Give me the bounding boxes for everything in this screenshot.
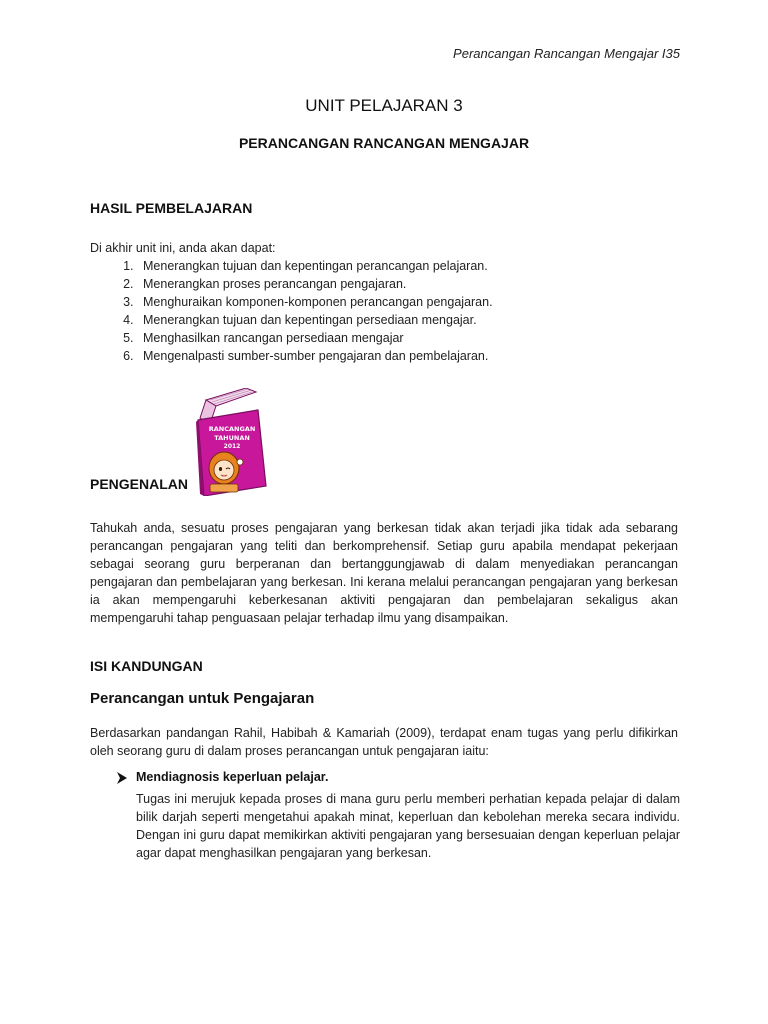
- list-item: 4. Menerangkan tujuan dan kepentingan persediaan mengajar.: [137, 311, 697, 329]
- arrow-bullet-icon: [116, 771, 128, 785]
- learning-outcomes-intro: Di akhir unit ini, anda akan dapat:: [90, 241, 276, 255]
- content-heading: ISI KANDUNGAN: [90, 658, 203, 674]
- introduction-body: Tahukah anda, sesuatu proses pengajaran yang berkesan tidak akan terjadi jika tidak ada sebarang perancangan pengajaran yang teliti dan berkomprehensif. Setiap guru apabila mendapat pekerjaan sebagai seorang guru berperanan dan bertanggungjawab di dalam menyediakan perancangan pengajaran dan pembelajaran yang berkesan. Ini kerana melalui perancangan pengajaran yang berkesan ia akan mempengaruhi keberkesanan aktiviti pengajaran dan pembelajaran sekaligus akan mempengaruhi tahap penguasaan pelajar terhadap ilmu yang disampaikan.: [90, 521, 678, 625]
- book-illustration-icon: [196, 388, 268, 496]
- book-cover: [198, 410, 266, 496]
- list-item: 2. Menerangkan proses perancangan pengajaran.: [137, 275, 697, 293]
- list-item: 3. Menghuraikan komponen-komponen perancangan pengajaran.: [137, 293, 697, 311]
- learning-outcomes-list: [90, 257, 697, 365]
- book-cover-line2: TAHUNAN: [214, 434, 250, 442]
- content-intro: Berdasarkan pandangan Rahil, Habibah & Kamariah (2009), terdapat enam tugas yang perlu difikirkan oleh seorang guru di dalam proses perancangan untuk pengajaran iaitu:: [90, 726, 678, 758]
- unit-title: UNIT PELAJARAN 3: [305, 96, 463, 115]
- list-item: 1. Menerangkan tujuan dan kepentingan perancangan pelajaran.: [137, 257, 697, 275]
- list-item: 5. Menghasilkan rancangan persediaan mengajar: [137, 329, 697, 347]
- content-subheading: Perancangan untuk Pengajaran: [90, 690, 315, 707]
- list-item: 6. Mengenalpasti sumber-sumber pengajaran dan pembelajaran.: [137, 347, 697, 365]
- bullet-title: Mendiagnosis keperluan pelajar.: [136, 770, 329, 784]
- unit-subtitle: PERANCANGAN RANCANGAN MENGAJAR: [238, 135, 530, 151]
- bullet-body: Tugas ini merujuk kepada proses di mana guru perlu memberi perhatian kepada pelajar di dalam bilik darjah seperti mengetahui apakah minat, keperluan dan kebolehan mereka secara individu. Dengan ini guru dapat memikirkan aktiviti pengajaran yang bersesuaian dengan keperluan pelajar agar dapat menghasilkan pengajaran yang berkesan.: [136, 792, 680, 860]
- running-header: Perancangan Rancangan Mengajar I35: [453, 46, 680, 61]
- book-cover-line1: RANCANGAN: [208, 425, 256, 433]
- introduction-heading: PENGENALAN: [90, 476, 189, 492]
- learning-outcomes-heading: HASIL PEMBELAJARAN: [90, 200, 253, 216]
- book-cover-year: 2012: [223, 443, 241, 450]
